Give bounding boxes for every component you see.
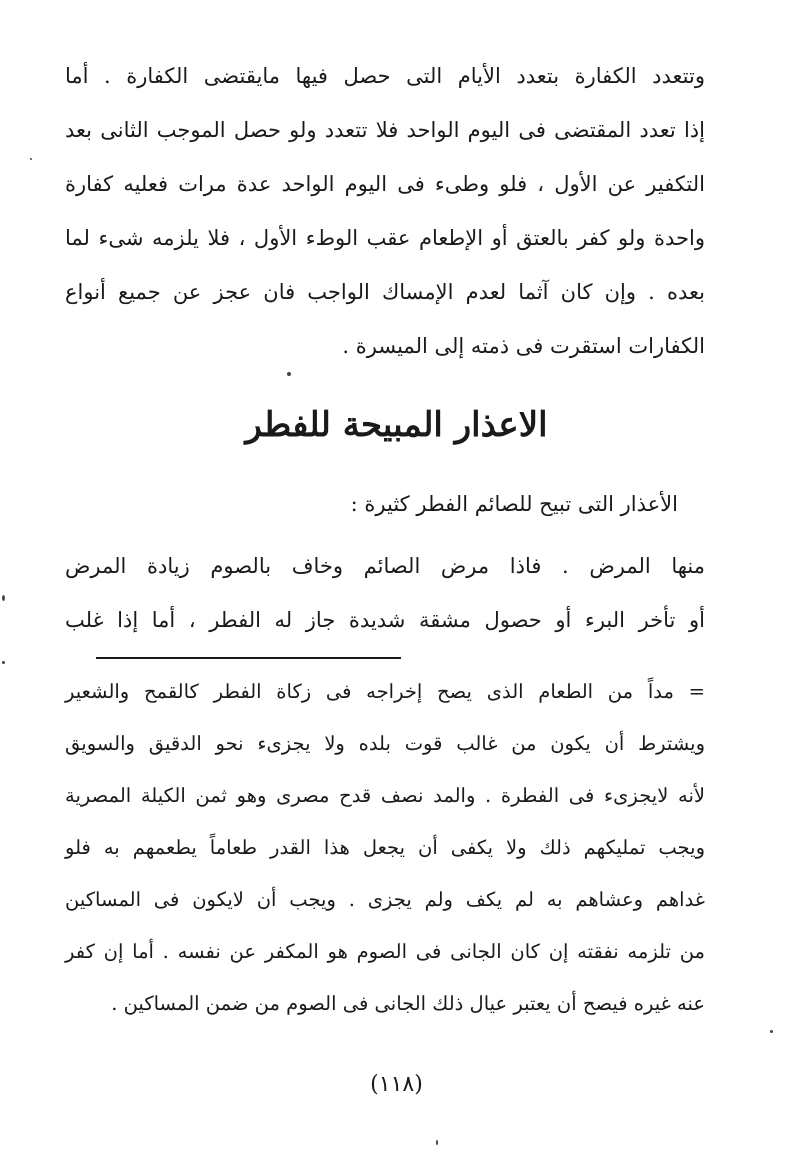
text-line: الكفارات استقرت فى ذمته إلى الميسرة . [342, 334, 705, 358]
scan-speck [2, 595, 5, 601]
footnote-line: من تلزمه نفقته إن كان الجانى فى الصوم هو المكفر عن نفسه . أما إن كفر [65, 940, 705, 963]
section-heading: الاعذار المبيحة للفطر [245, 405, 548, 445]
footnote [65, 682, 705, 1046]
text-line: منها المرض . فاذا مرض الصائم وخاف بالصوم زيادة المرض [65, 554, 705, 578]
footnote-line: غداهم وعشاهم به لم يكف ولم يجزى . ويجب أن لايكون فى المساكين [65, 888, 705, 911]
scan-speck [436, 1140, 438, 1145]
scan-speck [30, 158, 32, 160]
text-line: وتتعدد الكفارة بتعدد الأيام التى حصل فيها مايقتضى الكفارة . أما [65, 64, 705, 88]
text-line: واحدة ولو كفر بالعتق أو الإطعام عقب الوطء الأول ، فلا يلزمه شىء لما [65, 226, 705, 250]
text-line: التكفير عن الأول ، فلو وطىء فى اليوم الواحد عدة مرات فعليه كفارة [65, 172, 705, 196]
page-number: (١١٨) [370, 1072, 423, 1097]
paragraph-illness [65, 556, 705, 664]
text-line: بعده . وإن كان آثما لعدم الإمساك الواجب فان عجز عن جميع أنواع [65, 280, 705, 304]
text-line: إذا تعدد المقتضى فى اليوم الواحد فلا تتعدد ولو حصل الموجب الثانى بعد [65, 118, 705, 142]
paragraph-expiation [65, 66, 705, 390]
intro-line: الأعذار التى تبيح للصائم الفطر كثيرة : [350, 492, 678, 516]
footnote-line: ويجب تمليكهم ذلك ولا يكفى أن يجعل هذا القدر طعاماً يطعمهم به فلو [65, 836, 705, 859]
footnote-line: ويشترط أن يكون من غالب قوت بلده ولا يجزىء نحو الدقيق والسويق [65, 732, 705, 755]
scan-speck [2, 661, 5, 664]
scan-speck [770, 1030, 773, 1033]
footnote-line: = مداً من الطعام الذى يصح إخراجه فى زكاة الفطر كالقمح والشعير [65, 680, 705, 703]
scan-speck [287, 372, 291, 376]
footnote-line: لأنه لايجزىء فى الفطرة . والمد نصف قدح مصرى وهو ثمن الكيلة المصرية [65, 784, 705, 807]
footnote-divider [96, 657, 401, 659]
footnote-line: عنه غيره فيصح أن يعتبر عيال ذلك الجانى فى الصوم من ضمن المساكين . [111, 992, 705, 1015]
text-line: أو تأخر البرء أو حصول مشقة شديدة جاز له الفطر ، أما إذا غلب [65, 608, 705, 632]
